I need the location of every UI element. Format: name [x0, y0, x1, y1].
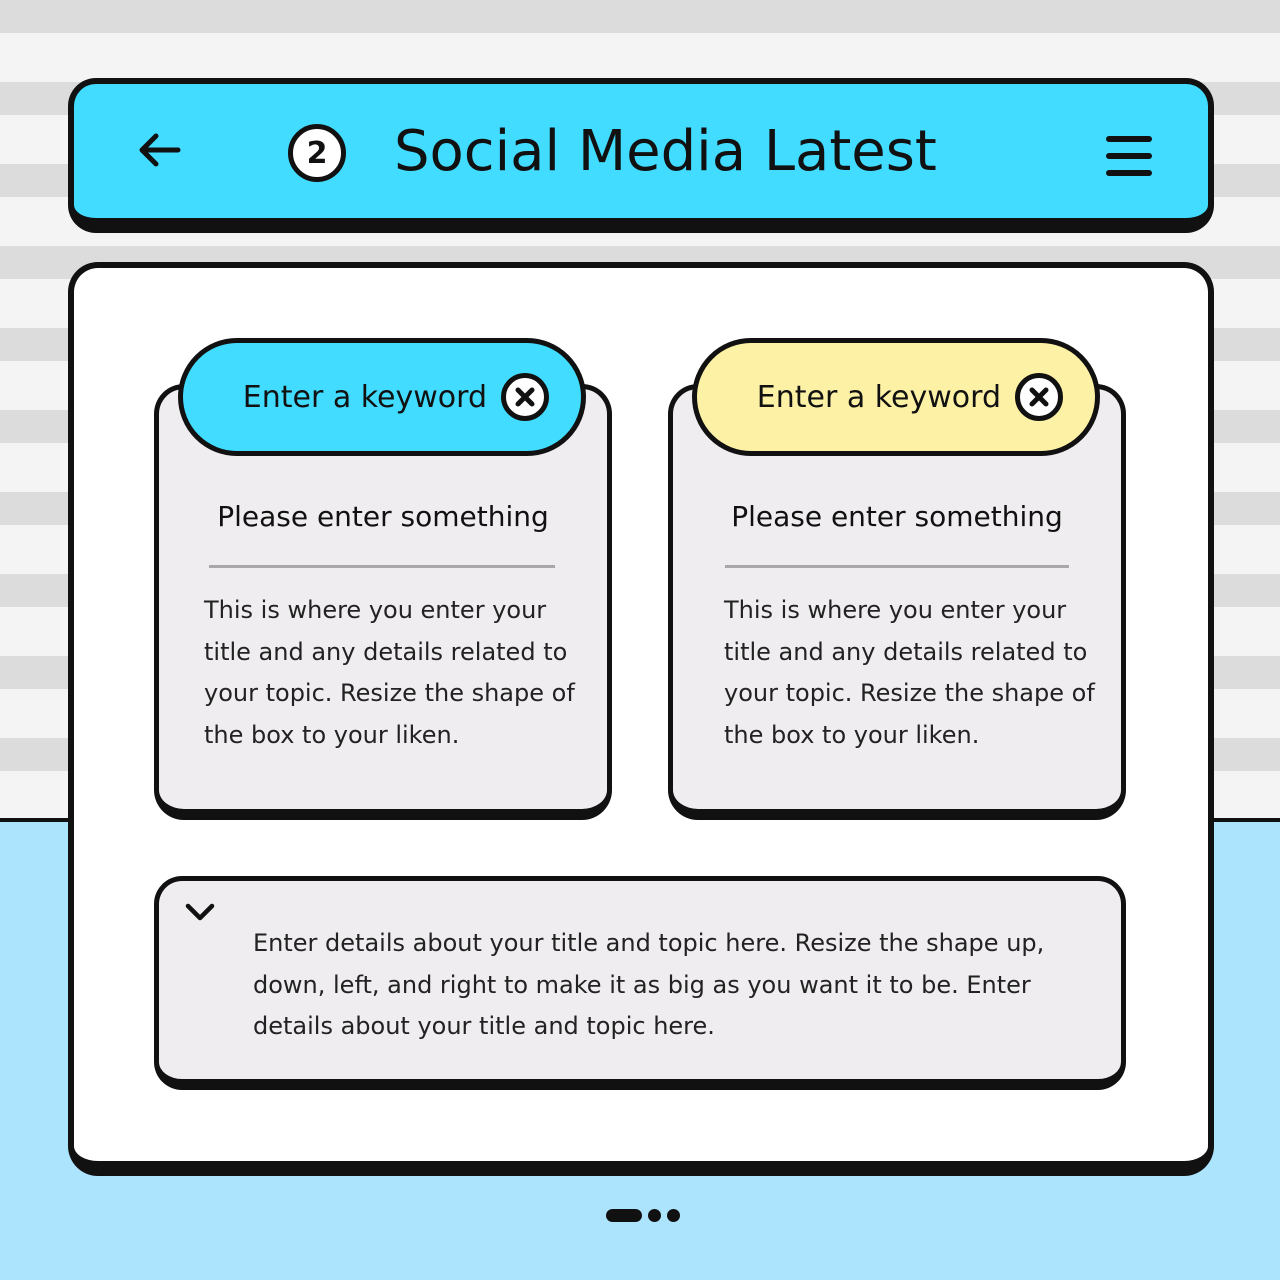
- card-subtitle: Please enter something: [731, 500, 1063, 533]
- card-subtitle: Please enter something: [217, 500, 549, 533]
- header-bar: [68, 78, 1214, 233]
- arrow-left-icon: [136, 130, 182, 170]
- hamburger-menu-icon[interactable]: [1106, 136, 1152, 187]
- close-icon[interactable]: [501, 373, 549, 421]
- card-body: This is where you enter your title and any details related to your topic. Resize the shape of the box to your liken.: [724, 596, 1095, 749]
- keyword-label: Enter a keyword: [756, 379, 1001, 415]
- keyword-chip-2[interactable]: [692, 338, 1100, 456]
- step-badge: 2: [288, 124, 346, 182]
- card-body: This is where you enter your title and any details related to your topic. Resize the shape of the box to your liken.: [204, 596, 575, 749]
- page-title: Social Media Latest: [394, 119, 937, 184]
- pager: [606, 1209, 680, 1222]
- pager-dot[interactable]: [667, 1209, 680, 1222]
- details-box: [154, 876, 1126, 1090]
- divider: [209, 565, 555, 568]
- pager-dot[interactable]: [648, 1209, 661, 1222]
- back-button[interactable]: [136, 130, 182, 174]
- keyword-chip-1[interactable]: [178, 338, 586, 456]
- details-text: Enter details about your title and topic here. Resize the shape up, down, left, and right to make it as big as you want it to be. Enter details about your title and topic here.: [253, 929, 1045, 1040]
- chevron-down-icon[interactable]: [183, 901, 217, 927]
- pager-dot-active[interactable]: [606, 1209, 642, 1222]
- keyword-label: Enter a keyword: [242, 379, 487, 415]
- close-icon[interactable]: [1015, 373, 1063, 421]
- divider: [725, 565, 1069, 568]
